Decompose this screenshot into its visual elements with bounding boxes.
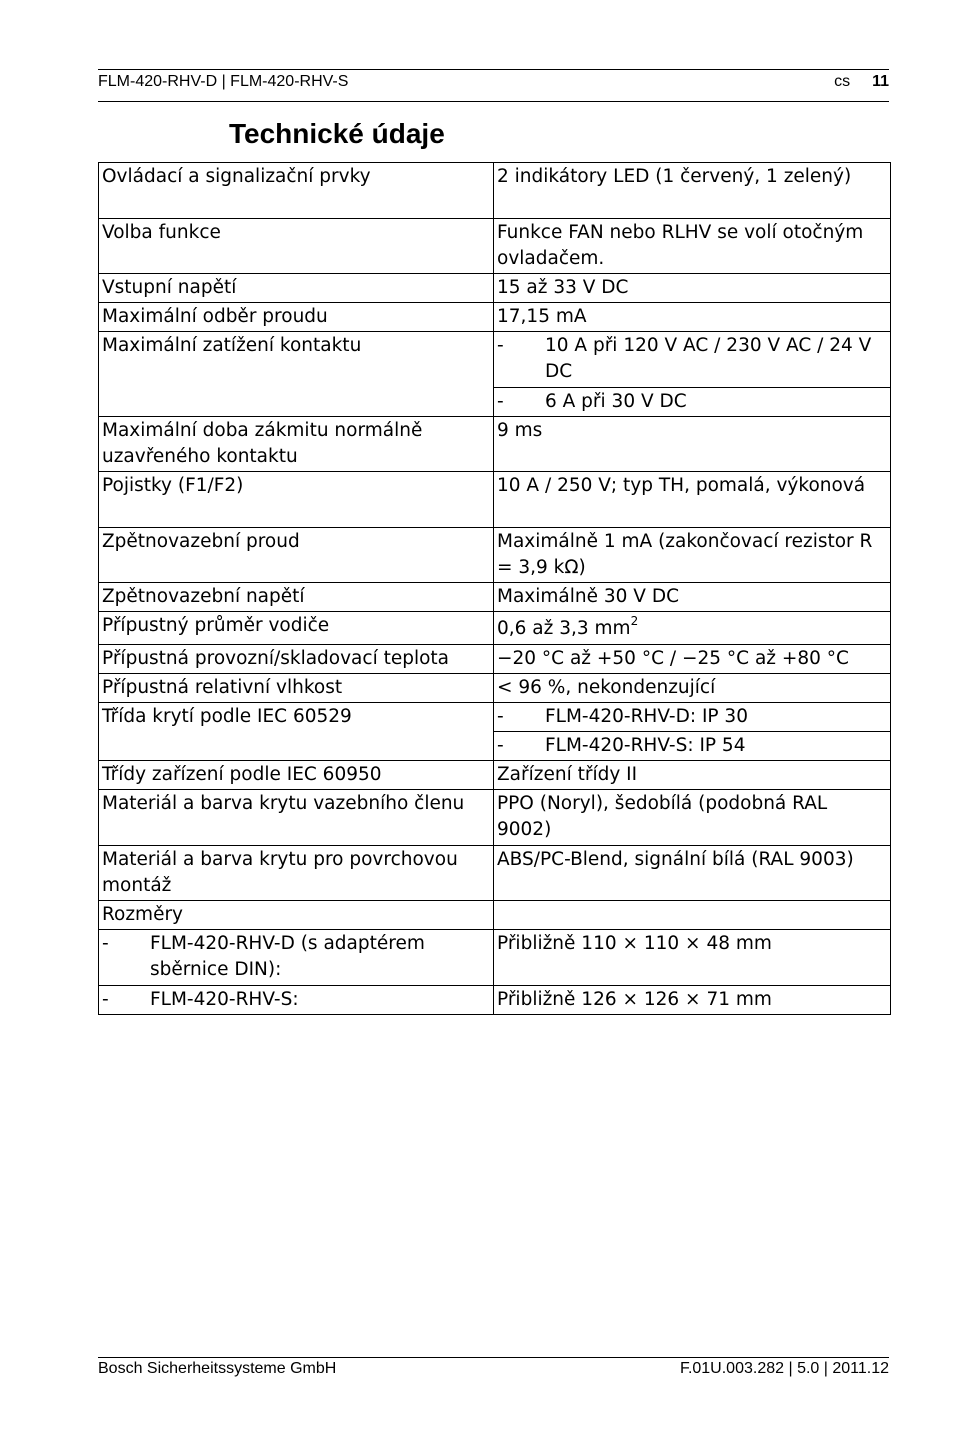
table-row xyxy=(99,703,891,732)
bullet-text: FLM-420-RHV-S: IP 54 xyxy=(545,735,746,756)
bullet-item xyxy=(102,931,490,983)
table-row xyxy=(99,846,891,901)
bullet-text: 6 A při 30 V DC xyxy=(545,391,687,412)
table-row xyxy=(99,930,891,986)
spec-label: Třídy zařízení podle IEC 60950 xyxy=(99,761,494,790)
bullet-item xyxy=(497,704,887,730)
spec-value xyxy=(494,612,891,645)
header-doc-title: FLM-420-RHV-D | FLM-420-RHV-S xyxy=(98,73,349,90)
table-row xyxy=(99,219,891,274)
superscript: 2 xyxy=(630,613,639,628)
spec-value: Přibližně 126 × 126 × 71 mm xyxy=(494,986,891,1015)
spec-value xyxy=(494,703,891,732)
table-row xyxy=(99,332,891,388)
bullet-dash: - xyxy=(102,933,109,954)
table-row xyxy=(99,472,891,528)
bullet-dash: - xyxy=(497,735,504,756)
spec-label: Rozměry xyxy=(99,901,494,930)
table-row xyxy=(99,790,891,846)
table-row xyxy=(99,303,891,332)
spec-label: Přípustný průměr vodiče xyxy=(99,612,494,645)
table-row xyxy=(99,274,891,303)
header-language: cs xyxy=(834,73,851,90)
spec-label xyxy=(99,986,494,1015)
table-row xyxy=(99,645,891,674)
spec-value: 2 indikátory LED (1 červený, 1 zelený) xyxy=(494,163,891,219)
spec-label: Přípustná provozní/skladovací teplota xyxy=(99,645,494,674)
spec-label: Maximální zatížení kontaktu xyxy=(99,332,494,417)
table-row xyxy=(99,674,891,703)
bullet-dash: - xyxy=(497,706,504,727)
table-row xyxy=(99,528,891,583)
spec-label: Třída krytí podle IEC 60529 xyxy=(99,703,494,761)
spec-label: Volba funkce xyxy=(99,219,494,274)
spec-value xyxy=(494,332,891,388)
bullet-item xyxy=(102,987,490,1013)
spec-value: 15 až 33 V DC xyxy=(494,274,891,303)
spec-label: Zpětnovazební proud xyxy=(99,528,494,583)
footer-doc-ref: F.01U.003.282 | 5.0 | 2011.12 xyxy=(679,1360,889,1377)
spec-label: Ovládací a signalizační prvky xyxy=(99,163,494,219)
bullet-dash: - xyxy=(102,989,109,1010)
header-bottom-rule xyxy=(98,101,889,102)
bullet-item xyxy=(497,733,887,759)
spec-label: Maximální odběr proudu xyxy=(99,303,494,332)
bullet-item xyxy=(497,389,887,415)
bullet-dash: - xyxy=(497,335,504,356)
header-page-info xyxy=(834,73,889,91)
spec-value: PPO (Noryl), šedobílá (podobná RAL 9002) xyxy=(494,790,891,846)
spec-value: < 96 %, nekondenzující xyxy=(494,674,891,703)
bullet-item xyxy=(497,333,887,385)
bullet-text: FLM-420-RHV-S: xyxy=(150,989,299,1010)
spec-value: 17,15 mA xyxy=(494,303,891,332)
spec-value: 9 ms xyxy=(494,417,891,472)
table-row xyxy=(99,761,891,790)
spec-label: Materiál a barva krytu pro povrchovou montáž xyxy=(99,846,494,901)
spec-label xyxy=(99,930,494,986)
spec-value xyxy=(494,388,891,417)
footer-rule xyxy=(98,1357,889,1358)
table-row xyxy=(99,612,891,645)
spec-value: Maximálně 30 V DC xyxy=(494,583,891,612)
spec-value-text: 0,6 až 3,3 mm xyxy=(497,618,631,639)
spec-value: 10 A / 250 V; typ TH, pomalá, výkonová xyxy=(494,472,891,528)
spec-value: Zařízení třídy II xyxy=(494,761,891,790)
page-header xyxy=(98,70,889,98)
spec-value: −20 °C až +50 °C / −25 °C až +80 °C xyxy=(494,645,891,674)
spec-label: Vstupní napětí xyxy=(99,274,494,303)
spec-value: Přibližně 110 × 110 × 48 mm xyxy=(494,930,891,986)
spec-value xyxy=(494,901,891,930)
table-row xyxy=(99,901,891,930)
spec-label: Maximální doba zákmitu normálně uzavřeného kontaktu xyxy=(99,417,494,472)
table-row xyxy=(99,163,891,219)
spec-table xyxy=(98,162,891,1015)
bullet-text: FLM-420-RHV-D: IP 30 xyxy=(545,706,748,727)
spec-label: Přípustná relativní vlhkost xyxy=(99,674,494,703)
section-title: Technické údaje xyxy=(229,118,445,149)
spec-label: Zpětnovazební napětí xyxy=(99,583,494,612)
spec-value xyxy=(494,732,891,761)
table-row xyxy=(99,986,891,1015)
table-row xyxy=(99,417,891,472)
spec-label: Materiál a barva krytu vazebního členu xyxy=(99,790,494,846)
spec-value: ABS/PC-Blend, signální bílá (RAL 9003) xyxy=(494,846,891,901)
bullet-text: 10 A při 120 V AC / 230 V AC / 24 V DC xyxy=(545,335,872,382)
spec-value: Funkce FAN nebo RLHV se volí otočným ovladačem. xyxy=(494,219,891,274)
table-row xyxy=(99,583,891,612)
header-page-number: 11 xyxy=(872,73,889,90)
bullet-dash: - xyxy=(497,391,504,412)
spec-value: Maximálně 1 mA (zakončovací rezistor R = 3,9 kΩ) xyxy=(494,528,891,583)
footer-company: Bosch Sicherheitssysteme GmbH xyxy=(98,1360,337,1377)
spec-label: Pojistky (F1/F2) xyxy=(99,472,494,528)
bullet-text: FLM-420-RHV-D (s adaptérem sběrnice DIN): xyxy=(150,933,425,980)
